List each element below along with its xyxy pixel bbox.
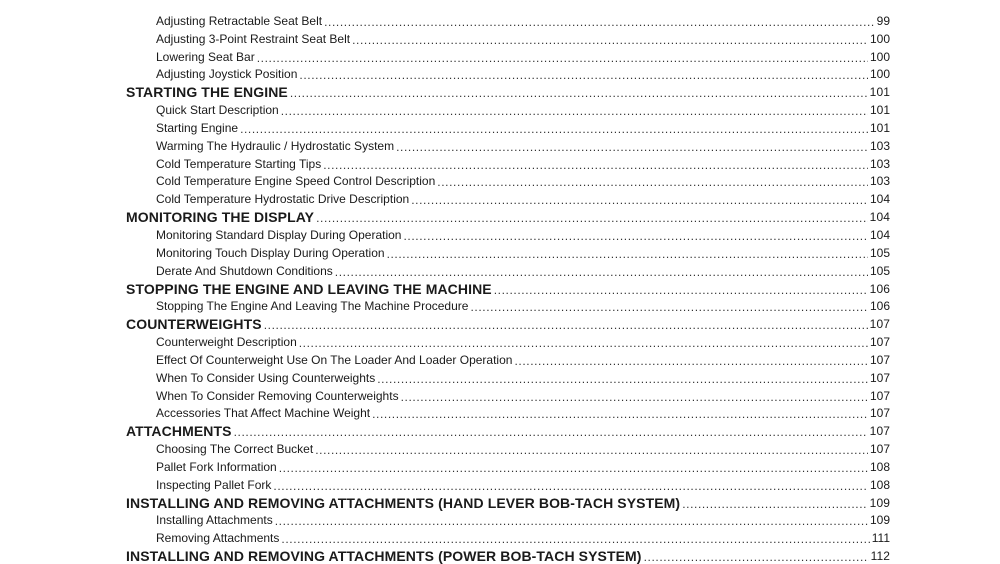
toc-entry-title: Accessories That Affect Machine Weight — [156, 406, 371, 421]
toc-page-number: 99 — [876, 13, 890, 28]
toc-section-heading[interactable] — [0, 81, 1000, 99]
toc-page-number: 101 — [869, 120, 890, 135]
toc-entry-title: Stopping The Engine And Leaving The Machine Procedure — [156, 299, 469, 314]
toc-entry[interactable] — [0, 153, 1000, 171]
table-of-contents — [0, 10, 1000, 563]
toc-page-number: 109 — [869, 513, 890, 528]
toc-entry[interactable] — [0, 527, 1000, 545]
toc-entry-title: Quick Start Description — [156, 103, 279, 118]
toc-entry-title: When To Consider Using Counterweights — [156, 370, 376, 385]
toc-page-number: 105 — [869, 263, 890, 278]
dot-leader — [396, 138, 890, 153]
dot-leader — [437, 176, 888, 188]
dot-leader — [377, 370, 890, 385]
toc-entry[interactable] — [0, 99, 1000, 117]
toc-page-number: 100 — [869, 49, 890, 64]
toc-section-heading[interactable] — [0, 206, 1000, 224]
toc-section-heading[interactable] — [0, 545, 1000, 563]
toc-section-heading[interactable] — [0, 278, 1000, 296]
dot-leader — [682, 495, 890, 510]
toc-entry-title: ATTACHMENTS — [126, 423, 232, 440]
toc-entry[interactable] — [0, 188, 1000, 206]
toc-entry-title: Inspecting Pallet Fork — [156, 477, 272, 492]
toc-entry-title: INSTALLING AND REMOVING ATTACHMENTS (POWER BOB-TACH SYSTEM) — [126, 548, 642, 564]
toc-entry[interactable] — [0, 474, 1000, 492]
toc-entry-title: Pallet Fork Information — [156, 459, 277, 474]
toc-entry-title: Cold Temperature Starting Tips — [156, 156, 322, 171]
toc-page-number: 107 — [869, 406, 890, 421]
toc-entry-title: Monitoring Standard Display During Operation — [156, 227, 402, 242]
toc-page-number: 100 — [869, 31, 890, 46]
dot-leader — [494, 281, 890, 296]
toc-page-number: 101 — [869, 103, 890, 118]
dot-leader — [323, 156, 890, 171]
dot-leader — [240, 120, 890, 135]
dot-leader — [281, 533, 888, 545]
dot-leader — [411, 194, 888, 206]
toc-entry[interactable] — [0, 46, 1000, 64]
toc-page-number: 107 — [869, 442, 890, 457]
dot-leader — [372, 408, 888, 420]
toc-entry-title: Adjusting Joystick Position — [156, 67, 298, 82]
dot-leader — [403, 227, 890, 242]
toc-entry-title: Starting Engine — [156, 120, 239, 135]
toc-entry[interactable] — [0, 224, 1000, 242]
toc-entry[interactable] — [0, 367, 1000, 385]
toc-entry-title: STOPPING THE ENGINE AND LEAVING THE MACHINE — [126, 280, 492, 297]
dot-leader — [264, 319, 888, 331]
toc-entry-title: MONITORING THE DISPLAY — [126, 209, 315, 226]
toc-entry[interactable] — [0, 10, 1000, 28]
dot-leader — [644, 551, 888, 563]
toc-entry-title: Removing Attachments — [156, 531, 280, 546]
dot-leader — [273, 477, 890, 492]
toc-entry[interactable] — [0, 403, 1000, 421]
toc-entry[interactable] — [0, 456, 1000, 474]
toc-page-number: 104 — [869, 210, 890, 225]
dot-leader — [316, 212, 888, 224]
toc-entry-title: Lowering Seat Bar — [156, 49, 255, 64]
dot-leader — [514, 352, 890, 367]
dot-leader — [299, 69, 888, 81]
toc-entry-title: Adjusting 3-Point Restraint Seat Belt — [156, 31, 351, 46]
toc-entry-title: Counterweight Description — [156, 335, 297, 350]
toc-entry[interactable] — [0, 385, 1000, 403]
toc-entry-title: Effect Of Counterweight Use On The Loader And Loader Operation — [156, 352, 513, 367]
toc-entry[interactable] — [0, 296, 1000, 314]
toc-page-number: 106 — [869, 281, 890, 296]
toc-entry-title: Adjusting Retractable Seat Belt — [156, 13, 323, 28]
toc-page-number: 109 — [869, 495, 890, 510]
toc-page-number: 104 — [869, 227, 890, 242]
dot-leader — [281, 105, 888, 117]
toc-entry[interactable] — [0, 349, 1000, 367]
dot-leader — [470, 301, 888, 313]
toc-section-heading[interactable] — [0, 420, 1000, 438]
toc-page-number: 106 — [869, 299, 890, 314]
toc-page-number: 105 — [869, 245, 890, 260]
toc-page-number: 103 — [869, 174, 890, 189]
toc-page-number: 107 — [869, 370, 890, 385]
toc-entry-title: COUNTERWEIGHTS — [126, 316, 262, 333]
toc-page-number: 100 — [869, 67, 890, 82]
dot-leader — [335, 263, 890, 278]
toc-entry-title: Choosing The Correct Bucket — [156, 442, 314, 457]
toc-entry-title: INSTALLING AND REMOVING ATTACHMENTS (HAND LEVER BOB-TACH SYSTEM) — [126, 494, 681, 511]
toc-entry[interactable] — [0, 331, 1000, 349]
dot-leader — [299, 337, 888, 349]
toc-page-number: 107 — [869, 388, 890, 403]
toc-page-number: 107 — [869, 317, 890, 332]
toc-entry[interactable] — [0, 438, 1000, 456]
toc-page-number: 111 — [871, 531, 890, 546]
toc-page-number: 112 — [870, 549, 890, 564]
toc-entry-title: Derate And Shutdown Conditions — [156, 263, 333, 278]
dot-leader — [387, 245, 890, 260]
toc-entry-title: Cold Temperature Hydrostatic Drive Description — [156, 192, 410, 207]
toc-entry[interactable] — [0, 260, 1000, 278]
toc-page-number: 108 — [869, 459, 890, 474]
dot-leader — [279, 459, 890, 474]
toc-entry-title: Monitoring Touch Display During Operation — [156, 245, 385, 260]
toc-entry-title: When To Consider Removing Counterweights — [156, 388, 399, 403]
dot-leader — [257, 49, 890, 64]
toc-page-number: 104 — [869, 192, 890, 207]
dot-leader — [352, 31, 890, 46]
toc-entry[interactable] — [0, 242, 1000, 260]
toc-section-heading[interactable] — [0, 492, 1000, 510]
toc-entry[interactable] — [0, 171, 1000, 189]
toc-page-number: 107 — [869, 424, 890, 439]
dot-leader — [401, 388, 890, 403]
toc-page-number: 108 — [869, 477, 890, 492]
toc-page-number: 107 — [869, 335, 890, 350]
toc-entry[interactable] — [0, 135, 1000, 153]
toc-page-number: 103 — [869, 138, 890, 153]
dot-leader — [290, 87, 888, 99]
dot-leader — [315, 444, 888, 456]
toc-entry-title: Cold Temperature Engine Speed Control Description — [156, 174, 436, 189]
toc-entry[interactable] — [0, 117, 1000, 135]
toc-entry-title: STARTING THE ENGINE — [126, 84, 288, 101]
dot-leader — [324, 13, 890, 28]
toc-entry-title: Installing Attachments — [156, 513, 273, 528]
toc-entry-title: Warming The Hydraulic / Hydrostatic System — [156, 138, 395, 153]
toc-section-heading[interactable] — [0, 313, 1000, 331]
toc-page-number: 103 — [869, 156, 890, 171]
toc-entry[interactable] — [0, 510, 1000, 528]
dot-leader — [275, 515, 888, 527]
toc-entry[interactable] — [0, 64, 1000, 82]
toc-page-number: 107 — [869, 352, 890, 367]
toc-page-number: 101 — [869, 85, 890, 100]
dot-leader — [234, 426, 888, 438]
toc-entry[interactable] — [0, 28, 1000, 46]
